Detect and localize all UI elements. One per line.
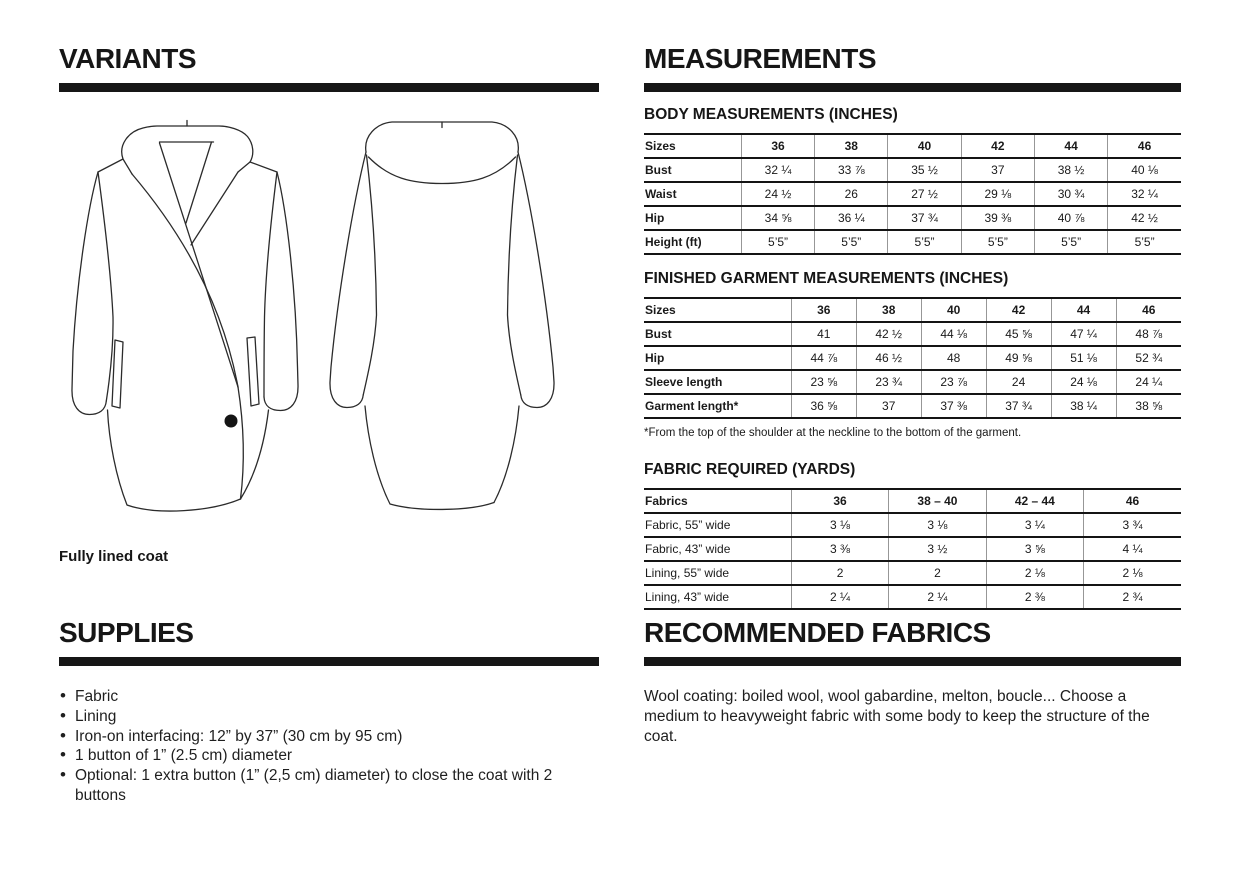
table-cell: 29 ⅛ <box>961 182 1034 206</box>
coat-back-left-armhole-path <box>363 155 376 395</box>
table-cell: 42 ½ <box>856 322 921 346</box>
table-cell: 5’5” <box>961 230 1034 254</box>
table-row <box>644 230 1181 254</box>
list-item: • Fabric <box>59 687 599 707</box>
coat-front-right-armhole-path <box>264 172 277 397</box>
table-row <box>644 206 1181 230</box>
coat-back-right-armhole-path <box>508 155 521 395</box>
fabric-required-heading: FABRIC REQUIRED (YARDS) <box>644 461 856 478</box>
table-cell: 3 ½ <box>889 537 986 561</box>
table-cell: 2 ⅜ <box>986 585 1083 609</box>
coat-front-right-side-path <box>241 410 269 499</box>
table-row <box>644 561 1181 585</box>
table-cell: 42 <box>961 134 1034 158</box>
table-cell: 45 ⅝ <box>986 322 1051 346</box>
measurements-rule <box>644 83 1181 92</box>
recommended-fabrics-title: RECOMMENDED FABRICS <box>644 617 991 648</box>
table-cell: Sizes <box>644 298 791 322</box>
table-header-row <box>644 489 1181 513</box>
coat-front-right-lapel-inner-path <box>186 142 212 223</box>
table-cell: 51 ⅛ <box>1051 346 1116 370</box>
variants-section <box>59 42 599 565</box>
measurements-section <box>644 42 1181 610</box>
coat-back-neck-seam-path <box>369 157 516 184</box>
supplies-rule <box>59 657 599 666</box>
recommended-fabrics-rule <box>644 657 1181 666</box>
coat-back-left-sleeve-path <box>330 152 366 408</box>
table-cell: 36 <box>791 298 856 322</box>
coat-front-edge-path <box>238 387 243 499</box>
finished-measurements-table <box>644 297 1181 419</box>
table-cell: 40 <box>888 134 961 158</box>
coat-back-view <box>330 122 554 509</box>
table-cell: Height (ft) <box>644 230 741 254</box>
table-cell: 42 – 44 <box>986 489 1083 513</box>
table-row <box>644 158 1181 182</box>
variants-title: VARIANTS <box>59 43 197 74</box>
table-cell: 44 <box>1034 134 1107 158</box>
table-cell: 3 ⅜ <box>791 537 888 561</box>
table-cell: 52 ¾ <box>1116 346 1181 370</box>
table-cell: Fabric, 55” wide <box>644 513 791 537</box>
table-cell: 3 ⅝ <box>986 537 1083 561</box>
table-row <box>644 537 1181 561</box>
table-row <box>644 346 1181 370</box>
table-cell: 40 ⅛ <box>1108 158 1181 182</box>
table-cell: 41 <box>791 322 856 346</box>
table-row <box>644 513 1181 537</box>
table-cell: Hip <box>644 206 741 230</box>
table-row <box>644 182 1181 206</box>
table-cell: 46 <box>1084 489 1181 513</box>
coat-front-left-sleeve-path <box>72 159 123 415</box>
table-cell: Waist <box>644 182 741 206</box>
list-item: • Optional: 1 extra button (1” (2,5 cm) diameter) to close the coat with 2 buttons <box>59 766 599 806</box>
table-cell: 23 ¾ <box>856 370 921 394</box>
table-cell: 24 <box>986 370 1051 394</box>
table-cell: 26 <box>815 182 888 206</box>
table-cell: 40 <box>921 298 986 322</box>
table-cell: 24 ⅛ <box>1051 370 1116 394</box>
coat-front-view <box>72 121 298 512</box>
table-cell: 38 ⅝ <box>1116 394 1181 418</box>
table-cell: 46 ½ <box>856 346 921 370</box>
coat-back-right-side-path <box>494 406 519 503</box>
table-cell: 47 ¼ <box>1051 322 1116 346</box>
table-cell: 33 ⅞ <box>815 158 888 182</box>
table-cell: 40 ⅞ <box>1034 206 1107 230</box>
table-cell: Bust <box>644 158 741 182</box>
table-cell: 5’5” <box>741 230 814 254</box>
table-cell: 39 ⅜ <box>961 206 1034 230</box>
table-cell: 37 ¾ <box>986 394 1051 418</box>
coat-front-button <box>225 415 238 428</box>
table-cell: 37 ¾ <box>888 206 961 230</box>
table-cell: 2 ¼ <box>791 585 888 609</box>
supplies-section <box>59 616 599 806</box>
table-cell: 2 ¾ <box>1084 585 1181 609</box>
coat-back-right-sleeve-path <box>518 152 554 408</box>
table-cell: 4 ¼ <box>1084 537 1181 561</box>
table-cell: 2 <box>889 561 986 585</box>
list-item: • Lining <box>59 707 599 727</box>
table-cell: 2 <box>791 561 888 585</box>
table-cell: 2 ⅛ <box>1084 561 1181 585</box>
variant-caption: Fully lined coat <box>59 548 169 565</box>
table-cell: 37 ⅜ <box>921 394 986 418</box>
table-cell: 5’5” <box>815 230 888 254</box>
finished-measurements-heading: FINISHED GARMENT MEASUREMENTS (INCHES) <box>644 270 1009 287</box>
coat-front-collar-path <box>122 126 253 174</box>
table-cell: 32 ¼ <box>741 158 814 182</box>
body-measurements-heading: BODY MEASUREMENTS (INCHES) <box>644 106 898 123</box>
body-measurements-table <box>644 133 1181 255</box>
coat-front-left-armhole-path <box>98 172 113 401</box>
table-cell: Lining, 43” wide <box>644 585 791 609</box>
table-cell: 3 ¼ <box>986 513 1083 537</box>
table-cell: 36 <box>741 134 814 158</box>
table-cell: 27 ½ <box>888 182 961 206</box>
table-cell: 34 ⅝ <box>741 206 814 230</box>
table-cell: 3 ⅛ <box>889 513 986 537</box>
table-cell: 5’5” <box>1034 230 1107 254</box>
table-row <box>644 322 1181 346</box>
list-item: • Iron-on interfacing: 12” by 37” (30 cm by 95 cm) <box>59 727 599 747</box>
recommended-fabrics-section <box>644 616 1181 763</box>
coat-front-left-pocket <box>112 340 123 408</box>
garment-length-footnote: *From the top of the shoulder at the neckline to the bottom of the garment. <box>644 427 1022 439</box>
table-cell: 38 – 40 <box>889 489 986 513</box>
table-cell: 23 ⅝ <box>791 370 856 394</box>
table-cell: Fabric, 43” wide <box>644 537 791 561</box>
table-cell: 3 ⅛ <box>791 513 888 537</box>
table-cell: 46 <box>1116 298 1181 322</box>
table-row <box>644 585 1181 609</box>
coat-back-body-hem-path <box>365 406 494 509</box>
measurements-title: MEASUREMENTS <box>644 43 877 74</box>
table-cell: 32 ¼ <box>1108 182 1181 206</box>
table-cell: 36 <box>791 489 888 513</box>
table-cell: 5’5” <box>1108 230 1181 254</box>
supplies-list <box>59 687 599 806</box>
table-header-row <box>644 134 1181 158</box>
table-cell: 44 ⅞ <box>791 346 856 370</box>
table-cell: 44 <box>1051 298 1116 322</box>
table-cell: 36 ⅝ <box>791 394 856 418</box>
table-cell: 38 <box>815 134 888 158</box>
table-row <box>644 394 1181 418</box>
table-row <box>644 370 1181 394</box>
table-cell: 35 ½ <box>888 158 961 182</box>
table-cell: Hip <box>644 346 791 370</box>
recommended-fabrics-text: Wool coating: boiled wool, wool gabardine, melton, boucle... Choose a medium to heavyweight fabric with some body to keep the structure of the coat. <box>644 688 1150 745</box>
table-cell: 24 ½ <box>741 182 814 206</box>
table-cell: 23 ⅞ <box>921 370 986 394</box>
table-cell: Sleeve length <box>644 370 791 394</box>
coat-front-body-hem-path <box>108 410 241 511</box>
table-cell: Lining, 55” wide <box>644 561 791 585</box>
table-cell: 46 <box>1108 134 1181 158</box>
table-cell: 36 ¼ <box>815 206 888 230</box>
table-cell: 42 <box>986 298 1051 322</box>
list-item: • 1 button of 1” (2.5 cm) diameter <box>59 746 599 766</box>
table-cell: 38 ½ <box>1034 158 1107 182</box>
table-header-row <box>644 298 1181 322</box>
table-cell: 5’5” <box>888 230 961 254</box>
table-cell: 37 <box>961 158 1034 182</box>
table-cell: Fabrics <box>644 489 791 513</box>
coat-front-left-lapel-outer-path <box>132 174 238 387</box>
table-cell: 30 ¾ <box>1034 182 1107 206</box>
table-cell: 49 ⅝ <box>986 346 1051 370</box>
table-cell: 38 <box>856 298 921 322</box>
table-cell: Garment length* <box>644 394 791 418</box>
table-cell: Bust <box>644 322 791 346</box>
coat-front-right-pocket <box>247 337 259 406</box>
fabric-required-table <box>644 488 1181 610</box>
table-cell: 38 ¼ <box>1051 394 1116 418</box>
table-cell: 44 ⅛ <box>921 322 986 346</box>
table-cell: 24 ¼ <box>1116 370 1181 394</box>
variants-rule <box>59 83 599 92</box>
coat-illustrations <box>59 119 599 513</box>
coat-front-left-lapel-inner-path <box>160 143 239 387</box>
supplies-title: SUPPLIES <box>59 617 194 648</box>
table-cell: 48 <box>921 346 986 370</box>
table-cell: 3 ¾ <box>1084 513 1181 537</box>
table-cell: Sizes <box>644 134 741 158</box>
table-cell: 48 ⅞ <box>1116 322 1181 346</box>
table-cell: 2 ⅛ <box>986 561 1083 585</box>
table-cell: 37 <box>856 394 921 418</box>
table-cell: 2 ¼ <box>889 585 986 609</box>
table-cell: 42 ½ <box>1108 206 1181 230</box>
